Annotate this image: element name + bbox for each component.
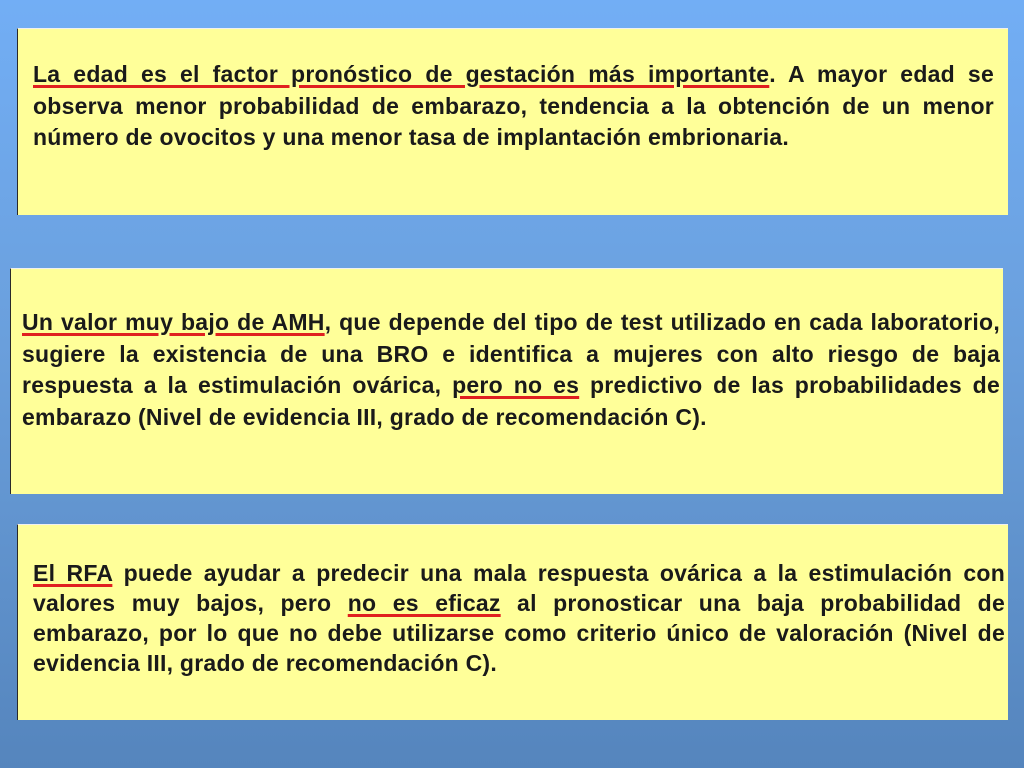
rfa-paragraph xyxy=(33,558,1005,678)
underlined-phrase: La edad es el factor pronóstico de gestación más importante xyxy=(33,61,770,87)
text-segment: al pronosticar una baja probabilidad de embarazo, por lo que no debe utilizarse como criterio único de valoración (Nivel de evidencia III, grado de recomendación C). xyxy=(33,590,1005,676)
age-factor-paragraph xyxy=(33,59,994,154)
text-box-age-factor xyxy=(17,28,1008,215)
text-box-amh xyxy=(10,268,1003,494)
text-segment: predictivo de las probabilidades de embarazo (Nivel de evidencia III, grado de recomendación C). xyxy=(22,372,1000,430)
text-segment: puede ayudar a predecir una mala respuesta ovárica a la estimulación con valores muy bajos, pero xyxy=(33,560,1005,616)
underlined-phrase: Un valor muy bajo de AMH xyxy=(22,309,325,335)
text-box-rfa xyxy=(17,524,1008,720)
text-segment: , que depende del tipo de test utilizado en cada laboratorio, sugiere la existencia de una BRO e identifica a mujeres con alto riesgo de baja respuesta a la estimulación ovárica, xyxy=(22,309,1000,398)
underlined-phrase: El RFA xyxy=(33,560,113,586)
text-segment: . A mayor edad se observa menor probabilidad de embarazo, tendencia a la obtención de un menor número de ovocitos y una menor tasa de implantación embrionaria. xyxy=(33,61,995,150)
underlined-phrase: no es eficaz xyxy=(347,590,501,616)
amh-paragraph xyxy=(22,307,1000,433)
underlined-phrase: pero no es xyxy=(452,372,580,398)
